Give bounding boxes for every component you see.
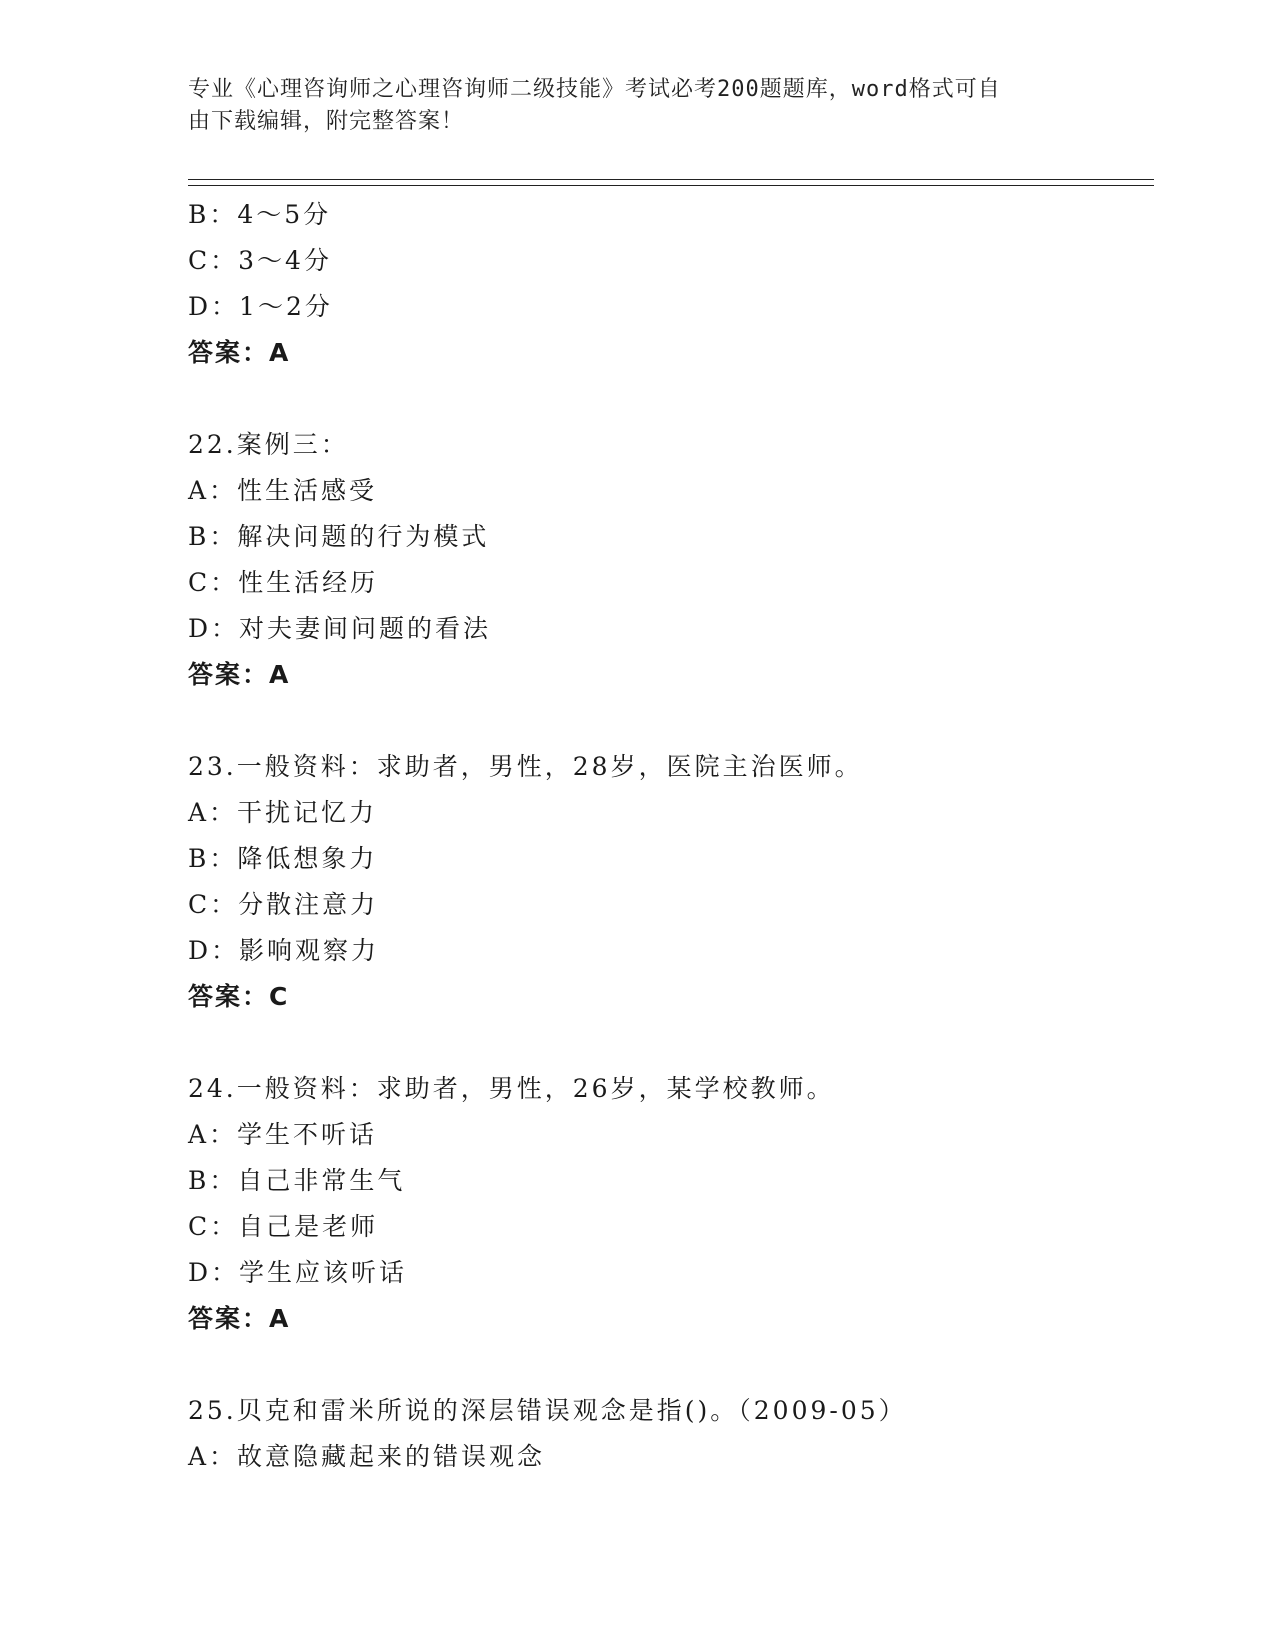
option-c: C：性生活经历 [188,568,379,597]
option-d: D：对夫妻间问题的看法 [188,614,492,643]
question-text: 22.案例三： [188,430,349,459]
question-block [188,192,1148,376]
answer: 答案：A [188,660,291,689]
answer: 答案：C [188,982,290,1011]
answer: 答案：A [188,338,291,367]
spacer [188,1342,1148,1388]
spacer [188,1020,1148,1066]
header-rule-top [188,179,1154,180]
option-a: A：故意隐藏起来的错误观念 [188,1442,546,1471]
question-list [188,192,1148,1480]
question-block [188,744,1148,1020]
header-rule-bottom [188,185,1154,186]
option-d: D：学生应该听话 [188,1258,408,1287]
question-text: 24.一般资料：求助者，男性，26岁，某学校教师。 [188,1074,835,1103]
header-line-1: 专业《心理咨询师之心理咨询师二级技能》考试必考200题题库，word格式可自 [188,77,1001,102]
option-d: D：影响观察力 [188,936,380,965]
option-b: B：4～5分 [188,200,332,229]
option-d: D：1～2分 [188,292,333,321]
spacer [188,376,1148,422]
option-b: B：降低想象力 [188,844,378,873]
answer: 答案：A [188,1304,291,1333]
question-text: 25.贝克和雷米所说的深层错误观念是指()。（2009-05） [188,1396,907,1425]
option-c: C：分散注意力 [188,890,379,919]
option-c: C：3～4分 [188,246,332,275]
option-b: B：解决问题的行为模式 [188,522,490,551]
question-block [188,1066,1148,1342]
question-block [188,1388,1148,1480]
spacer [188,698,1148,744]
option-b: B：自己非常生气 [188,1166,406,1195]
document-header [188,74,1068,138]
question-block [188,422,1148,698]
option-c: C：自己是老师 [188,1212,379,1241]
option-a: A：学生不听话 [188,1120,378,1149]
option-a: A：干扰记忆力 [188,798,378,827]
option-a: A：性生活感受 [188,476,378,505]
header-line-2: 由下载编辑，附完整答案！ [188,109,465,134]
question-text: 23.一般资料：求助者，男性，28岁，医院主治医师。 [188,752,863,781]
